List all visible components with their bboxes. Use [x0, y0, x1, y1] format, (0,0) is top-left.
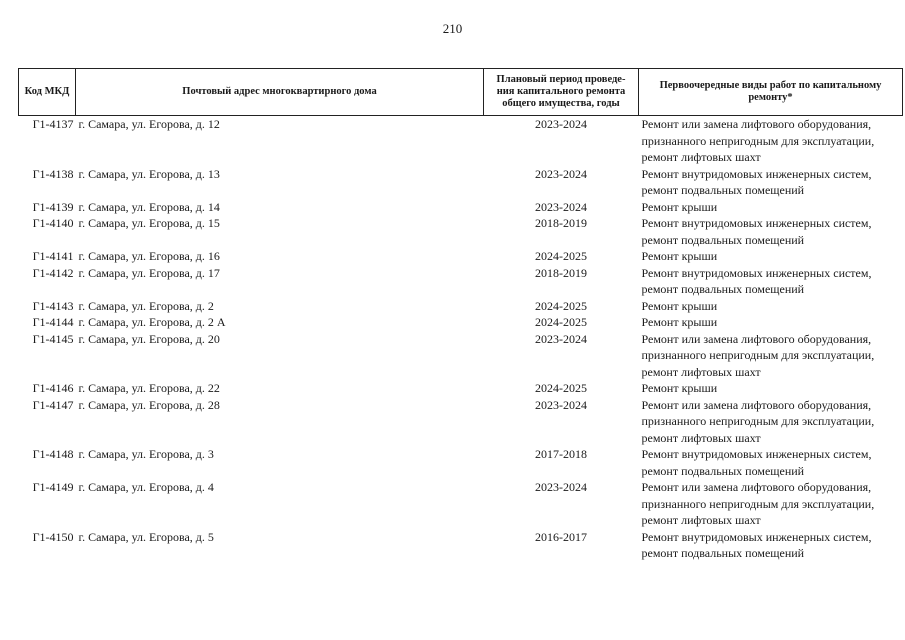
row-works [639, 479, 903, 529]
table-row [19, 529, 903, 562]
row-works-line: Ремонт внутридомовых инженерных систем, [641, 216, 872, 230]
header-address: Почтовый адрес многоквартирного дома [76, 69, 484, 116]
header-period-line: Плановый период проведе- [496, 74, 626, 85]
row-works-line: Ремонт или замена лифтового оборудования, [641, 397, 872, 412]
row-code: Г1-4144 [32, 315, 74, 329]
row-works-line: ремонт подвальных помещений [641, 463, 805, 478]
row-works [639, 116, 903, 166]
row-works-line: Ремонт внутридомовых инженерных систем, [641, 265, 872, 280]
table-row [19, 479, 903, 529]
row-works-line: Ремонт внутридомовых инженерных систем, [641, 529, 872, 544]
repair-schedule-table [18, 68, 903, 562]
row-address: г. Самара, ул. Егорова, д. 4 [78, 480, 214, 494]
row-code: Г1-4150 [32, 529, 74, 544]
header-works-line: ремонту* [748, 92, 793, 103]
row-works-line: ремонт подвальных помещений [641, 183, 805, 197]
row-works-line: признанного непригодным для эксплуатации, [641, 496, 875, 511]
row-address: г. Самара, ул. Егорова, д. 5 [78, 529, 214, 544]
table-row [19, 314, 903, 331]
table-header-row [19, 69, 903, 116]
table-row [19, 298, 903, 315]
row-code: Г1-4138 [32, 166, 74, 181]
table-body [19, 116, 903, 562]
row-works-line: ремонт подвальных помещений [641, 546, 805, 560]
row-works [639, 397, 903, 447]
row-address: г. Самара, ул. Егорова, д. 16 [78, 249, 220, 263]
row-period: 2018-2019 [535, 216, 587, 230]
row-code: Г1-4146 [32, 381, 74, 395]
row-works-line: Ремонт или замена лифтового оборудования, [641, 117, 872, 131]
row-works-line: Ремонт крыши [641, 298, 718, 313]
row-address: г. Самара, ул. Егорова, д. 22 [78, 381, 220, 395]
header-works-line: Первоочередные виды работ по капитальному [659, 80, 882, 91]
row-works-line: ремонт лифтовых шахт [641, 513, 761, 527]
row-code: Г1-4137 [32, 117, 74, 131]
row-period: 2024-2025 [535, 315, 587, 329]
row-period: 2023-2024 [535, 199, 587, 214]
row-works-line: Ремонт или замена лифтового оборудования, [641, 480, 872, 494]
header-code: Код МКД [19, 69, 76, 116]
table-row [19, 397, 903, 447]
row-period: 2024-2025 [535, 298, 587, 313]
header-period-line: общего имущества, годы [502, 98, 620, 109]
row-works-line: ремонт лифтовых шахт [641, 430, 761, 445]
row-address: г. Самара, ул. Егорова, д. 13 [78, 166, 220, 181]
row-address: г. Самара, ул. Егорова, д. 3 [78, 447, 214, 461]
row-code: Г1-4147 [32, 397, 74, 412]
row-works [639, 314, 903, 331]
row-code: Г1-4142 [32, 265, 74, 280]
row-works [639, 380, 903, 397]
table-row [19, 248, 903, 265]
row-works-line: Ремонт внутридомовых инженерных систем, [641, 166, 872, 181]
row-code: Г1-4148 [32, 447, 74, 461]
row-works [639, 331, 903, 381]
row-code: Г1-4143 [32, 298, 74, 313]
row-address: г. Самара, ул. Егорова, д. 2 [78, 298, 214, 313]
row-address: г. Самара, ул. Егорова, д. 28 [78, 397, 220, 412]
row-works [639, 166, 903, 199]
row-period: 2023-2024 [535, 166, 587, 181]
header-works [639, 69, 903, 116]
table-row [19, 331, 903, 381]
row-period: 2024-2025 [535, 249, 587, 263]
row-works-line: Ремонт крыши [641, 199, 718, 214]
row-works [639, 199, 903, 216]
table-row [19, 446, 903, 479]
row-period: 2018-2019 [535, 265, 587, 280]
row-works [639, 265, 903, 298]
table-row [19, 166, 903, 199]
row-period: 2023-2024 [535, 397, 587, 412]
row-address: г. Самара, ул. Егорова, д. 14 [78, 199, 220, 214]
row-works-line: ремонт подвальных помещений [641, 232, 805, 247]
table-row [19, 215, 903, 248]
row-works-line: Ремонт крыши [641, 249, 718, 263]
row-code: Г1-4149 [32, 480, 74, 494]
row-works-line: ремонт лифтовых шахт [641, 150, 761, 164]
header-period-line: ния капитального ремонта [496, 86, 626, 97]
page-number: 210 [442, 21, 463, 36]
table-row [19, 380, 903, 397]
row-code: Г1-4141 [32, 249, 74, 263]
row-period: 2016-2017 [535, 529, 587, 544]
row-address: г. Самара, ул. Егорова, д. 17 [78, 265, 220, 280]
row-period: 2024-2025 [535, 381, 587, 395]
row-code: Г1-4145 [32, 331, 74, 346]
row-address: г. Самара, ул. Егорова, д. 15 [78, 216, 220, 230]
table-row [19, 199, 903, 216]
row-code: Г1-4140 [32, 216, 74, 230]
row-period: 2023-2024 [535, 331, 587, 346]
row-period: 2017-2018 [535, 447, 587, 461]
row-works-line: Ремонт или замена лифтового оборудования, [641, 331, 872, 346]
row-works-line: признанного непригодным для эксплуатации, [641, 414, 875, 428]
row-works-line: признанного непригодным для эксплуатации, [641, 348, 875, 362]
row-works-line: признанного непригодным для эксплуатации, [641, 133, 875, 148]
row-address: г. Самара, ул. Егорова, д. 12 [78, 117, 220, 131]
table-row [19, 116, 903, 166]
row-period: 2023-2024 [535, 480, 587, 494]
row-works-line: Ремонт крыши [641, 315, 718, 329]
row-works-line: ремонт лифтовых шахт [641, 364, 761, 379]
row-code: Г1-4139 [32, 199, 74, 214]
row-works [639, 248, 903, 265]
header-period [484, 69, 639, 116]
row-works [639, 215, 903, 248]
row-works [639, 298, 903, 315]
row-works-line: ремонт подвальных помещений [641, 282, 805, 296]
row-works [639, 529, 903, 562]
row-address: г. Самара, ул. Егорова, д. 20 [78, 331, 220, 346]
row-works-line: Ремонт крыши [641, 381, 718, 395]
row-works-line: Ремонт внутридомовых инженерных систем, [641, 447, 872, 461]
row-address: г. Самара, ул. Егорова, д. 2 А [78, 315, 226, 329]
row-works [639, 446, 903, 479]
table-row [19, 265, 903, 298]
row-period: 2023-2024 [535, 117, 587, 131]
repair-schedule-table-container [18, 68, 902, 562]
